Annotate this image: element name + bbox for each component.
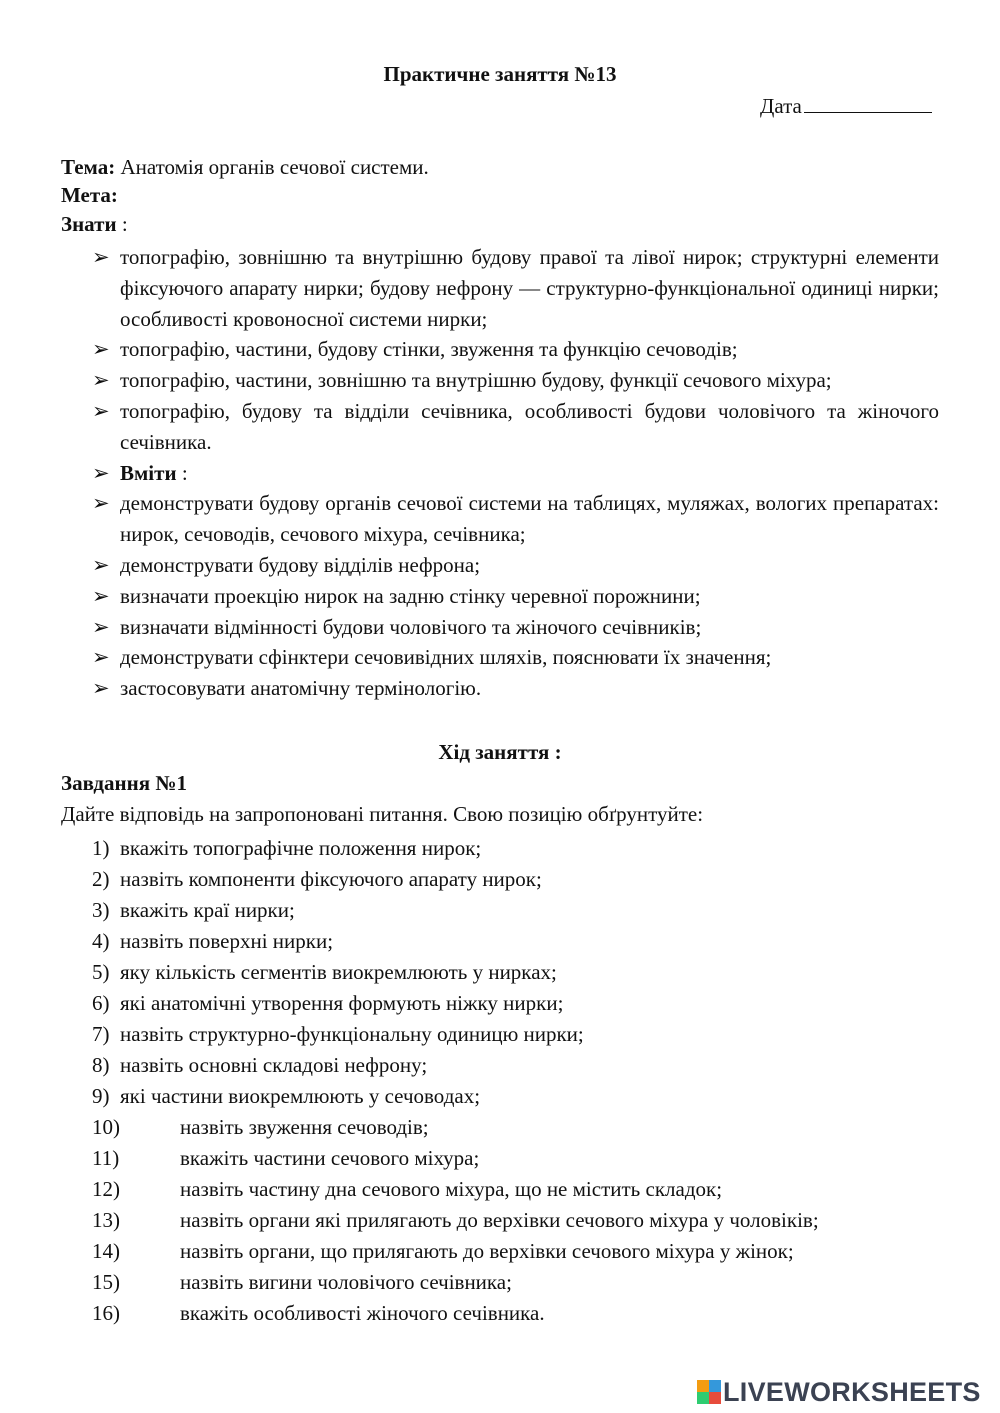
question-number: 4) [92,929,110,953]
question-text: які частини виокремлюють у сечоводах; [120,1084,481,1108]
question-item [92,926,819,957]
question-item [92,957,819,988]
question-item [92,1081,819,1112]
list-item: ➢ застосовувати анатомічну термінологію. [92,673,939,704]
can-suffix: : [176,460,188,485]
arrow-bullet-icon: ➢ [92,368,110,393]
question-text: вкажіть частини сечового міхура; [180,1146,480,1170]
question-item [92,1112,819,1143]
list-item: ➢ топографію, зовнішню та внутрішню будову правої та лівої нирок; структурні елементи фіксуючого апарату нирки; будову нефрону — структурно-функціональної одиниці нирки; особливості кровоносної системи нирки; [92,242,939,334]
question-item [92,1298,819,1329]
list-item: ➢ топографію, частини, будову стінки, звуження та функцію сечоводів; [92,334,939,365]
question-number: 9) [92,1084,110,1108]
brand-name: LIVEWORKSHEETS [723,1376,981,1407]
question-item [92,1267,819,1298]
question-item [92,895,819,926]
logo-square-3 [697,1392,709,1404]
question-item [92,864,819,895]
question-text: назвіть частину дна сечового міхура, що не містить складок; [180,1177,723,1201]
page-title: Практичне заняття №13 [383,62,617,86]
list-item: ➢ демонструвати сфінктери сечовивідних шляхів, пояснювати їх значення; [92,642,939,673]
question-number: 10) [92,1115,120,1139]
list-item: ➢ визначати відмінності будови чоловічого та жіночого сечівників; [92,612,939,643]
course-heading: Хід заняття : [438,740,562,764]
topic-text: Анатомія органів сечової системи. [115,155,429,179]
logo-square-1 [697,1380,709,1392]
question-text: назвіть основні складові нефрону; [120,1053,428,1077]
arrow-bullet-icon: ➢ [92,552,110,577]
question-item [92,833,819,864]
question-text: назвіть компоненти фіксуючого апарату нирок; [120,867,542,891]
question-number: 3) [92,898,110,922]
question-number: 15) [92,1270,120,1294]
topic-line [61,155,429,180]
question-text: назвіть органи які прилягають до верхівки сечового міхура у чоловіків; [180,1208,819,1232]
liveworksheets-logo-icon [697,1380,721,1404]
question-text: вкажіть особливості жіночого сечівника. [180,1301,545,1325]
know-label: Знати [61,212,117,236]
can-label: Вміти [120,460,177,485]
arrow-bullet-icon: ➢ [92,645,110,670]
goal-label: Мета: [61,183,118,207]
question-number: 12) [92,1177,120,1201]
question-number: 5) [92,960,110,984]
question-text: вкажіть краї нирки; [120,898,295,922]
question-item [92,1174,819,1205]
date-field [760,92,932,119]
question-text: назвіть поверхні нирки; [120,929,334,953]
arrow-bullet-icon: ➢ [92,245,110,269]
question-item [92,1050,819,1081]
logo-square-4 [709,1392,721,1404]
know-suffix: : [116,212,128,236]
question-number: 1) [92,836,110,860]
list-item: ➢ топографію, будову та відділи сечівника, особливості будови чоловічого та жіночого сечівника. [92,396,939,458]
question-item [92,988,819,1019]
question-number: 7) [92,1022,110,1046]
objectives-list [92,242,939,704]
question-text: які анатомічні утворення формують ніжку нирки; [120,991,564,1015]
question-text: яку кількість сегментів виокремлюють у нирках; [120,960,557,984]
arrow-bullet-icon: ➢ [92,460,110,485]
question-text: назвіть органи, що прилягають до верхівки сечового міхура у жінок; [180,1239,794,1263]
arrow-bullet-icon: ➢ [92,337,110,362]
task-heading: Завдання №1 [61,771,187,795]
question-text: вкажіть топографічне положення нирок; [120,836,482,860]
list-item: ➢ визначати проекцію нирок на задню стінку черевної порожнини; [92,581,939,612]
liveworksheets-watermark [697,1377,981,1407]
question-item [92,1143,819,1174]
question-item [92,1236,819,1267]
question-number: 2) [92,867,110,891]
arrow-bullet-icon: ➢ [92,583,110,608]
arrow-bullet-icon: ➢ [92,491,110,516]
question-text: назвіть звуження сечоводів; [180,1115,429,1139]
know-heading [61,212,128,237]
question-number: 13) [92,1208,120,1232]
arrow-bullet-icon: ➢ [92,614,110,639]
question-text: назвіть вигини чоловічого сечівника; [180,1270,512,1294]
date-blank-line [804,92,932,113]
question-number: 11) [92,1146,120,1170]
topic-label: Тема: [61,155,116,179]
logo-square-2 [709,1380,721,1392]
question-item [92,1019,819,1050]
date-label: Дата [760,94,802,118]
question-number: 16) [92,1301,120,1325]
question-text: назвіть структурно-функціональну одиницю нирки; [120,1022,584,1046]
question-item [92,1205,819,1236]
arrow-bullet-icon: ➢ [92,398,110,423]
question-number: 8) [92,1053,110,1077]
arrow-bullet-icon: ➢ [92,676,110,701]
list-item: ➢ демонструвати будову відділів нефрона; [92,550,939,581]
question-number: 14) [92,1239,120,1263]
question-number: 6) [92,991,110,1015]
can-heading [92,458,939,489]
list-item: ➢ демонструвати будову органів сечової системи на таблицях, муляжах, вологих препаратах: нирок, сечоводів, сечового міхура, сечівника; [92,488,939,550]
task-intro: Дайте відповідь на запропоновані питання. Свою позицію обґрунтуйте: [61,802,704,826]
questions-list [92,833,819,1329]
list-item: ➢ топографію, частини, зовнішню та внутрішню будову, функції сечового міхура; [92,365,939,396]
